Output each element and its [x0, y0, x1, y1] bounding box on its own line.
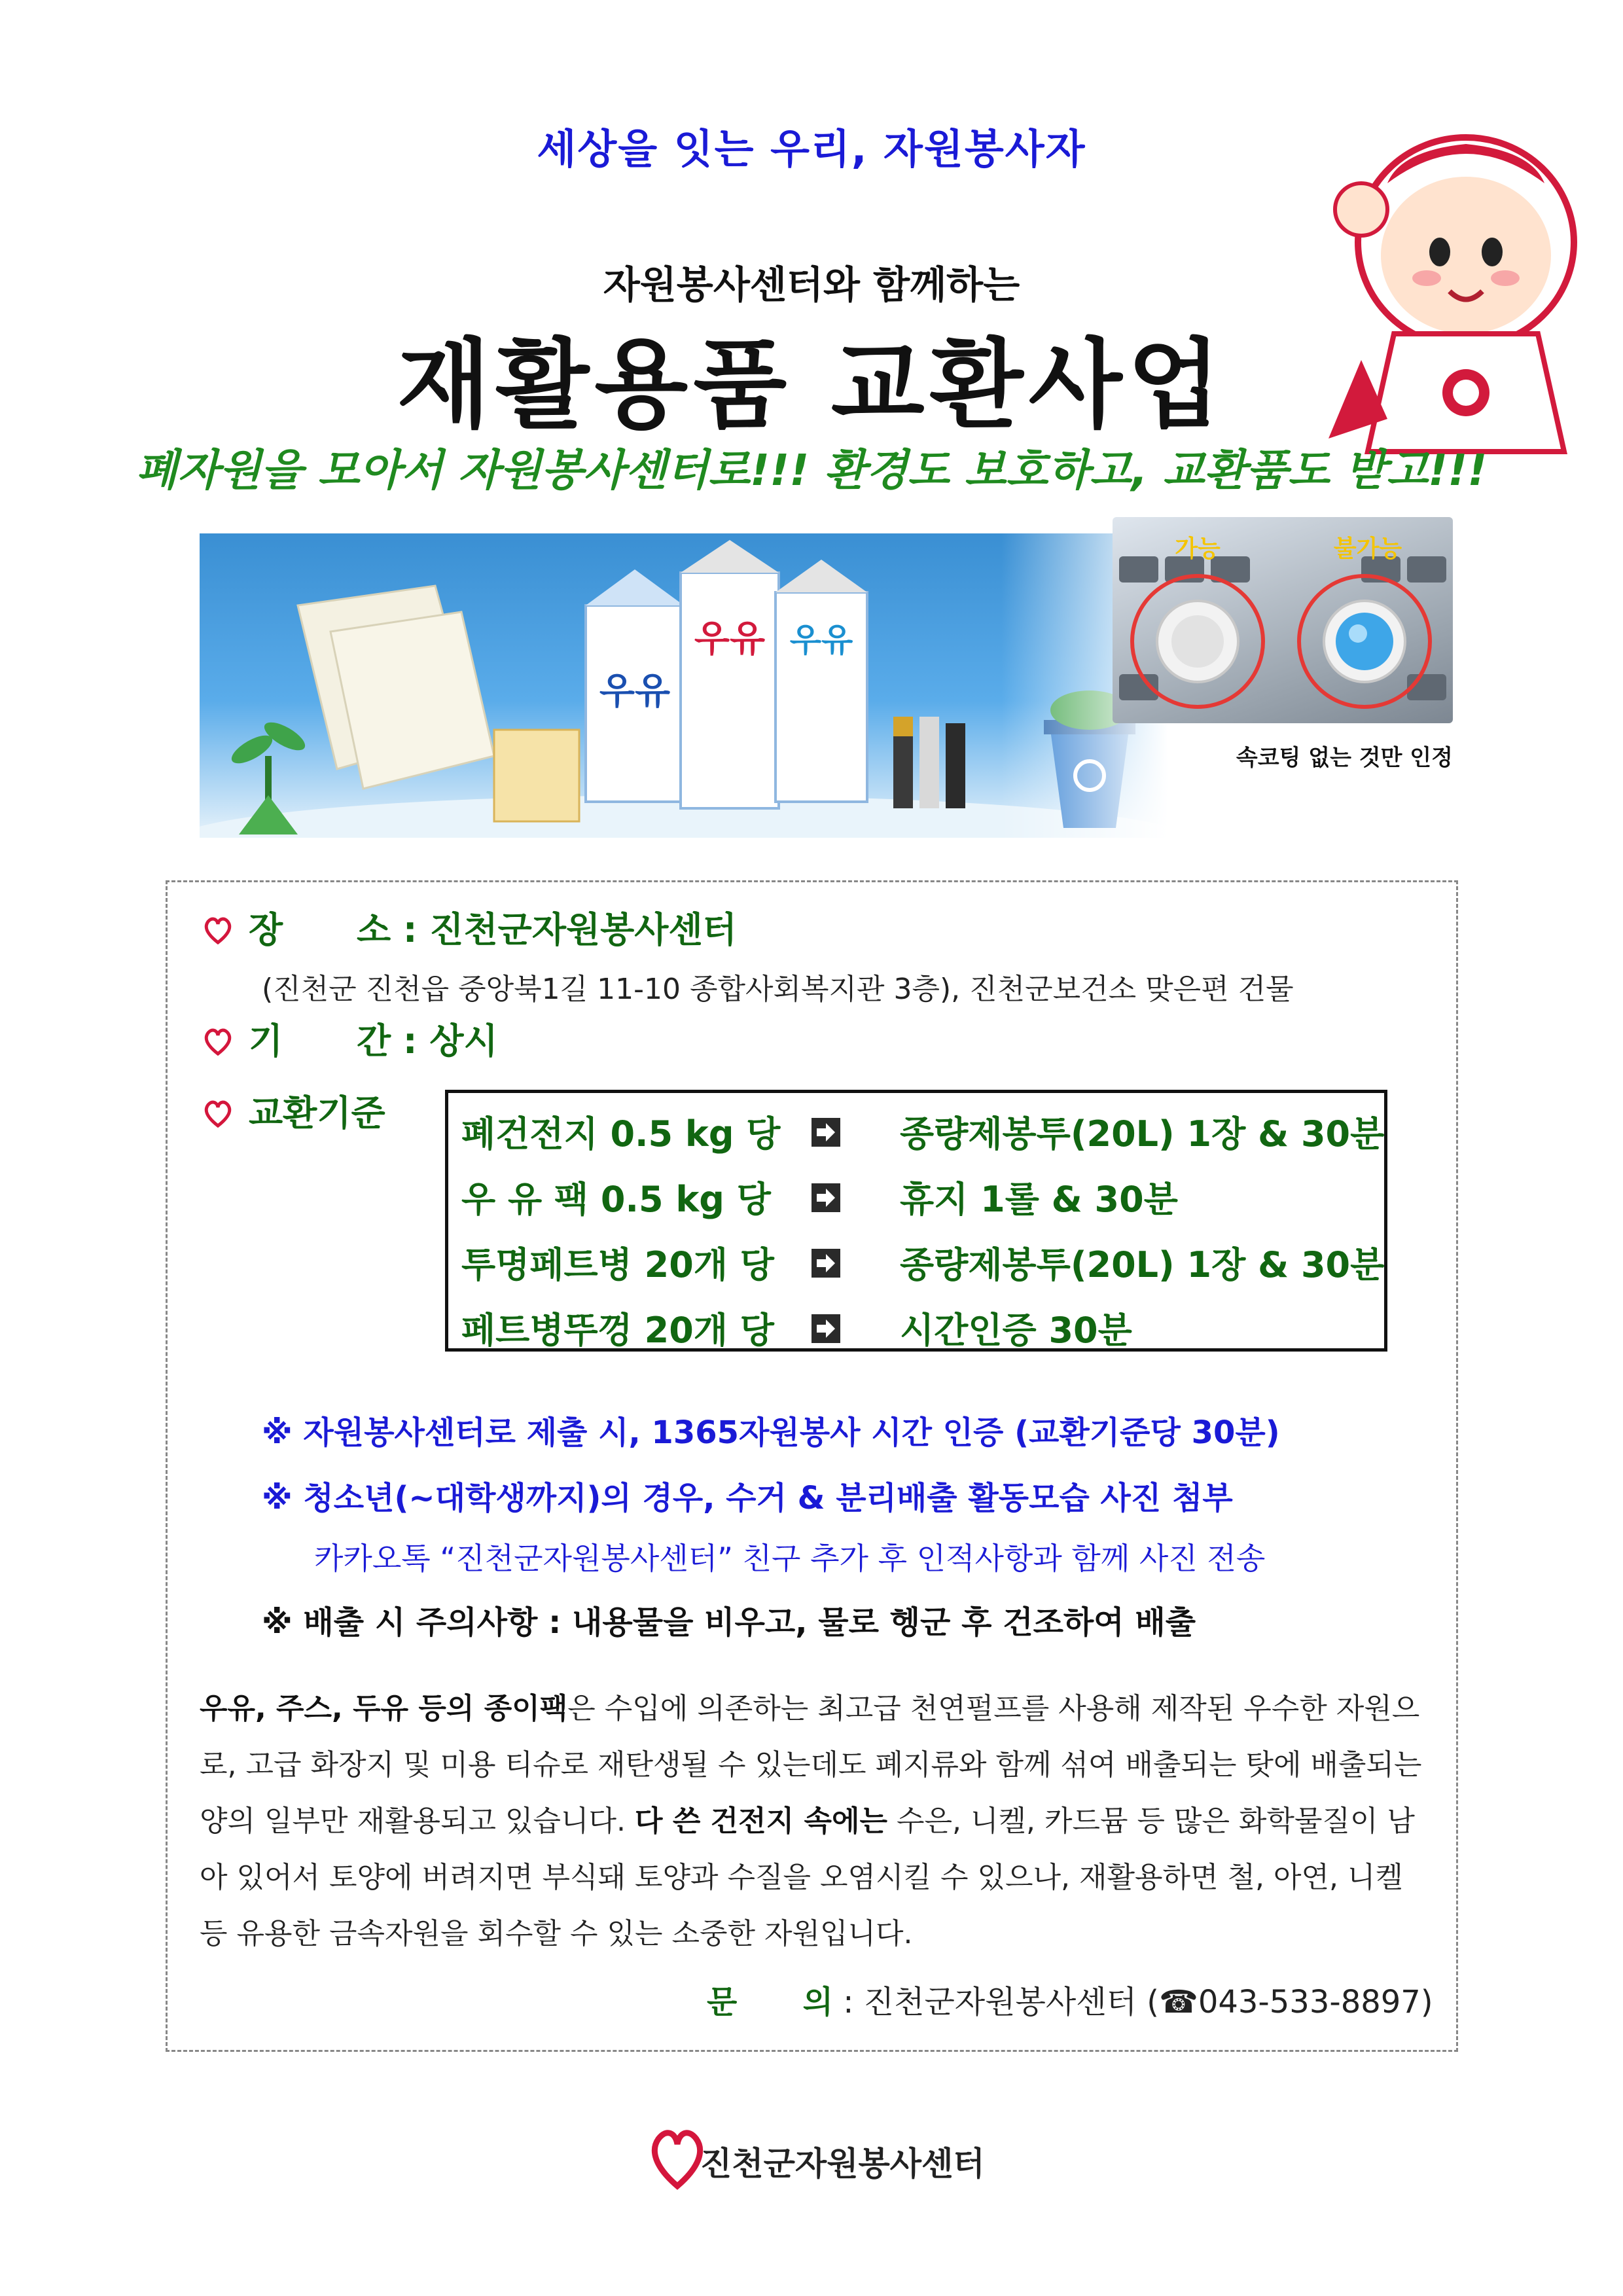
contact-org: 진천군자원봉사센터 (	[863, 1984, 1160, 2020]
page-title: 재활용품 교환사업	[397, 329, 1226, 441]
place-row	[249, 902, 737, 952]
phone-icon: ☎	[1159, 1984, 1198, 2020]
exchange-standards-table	[445, 1090, 1387, 1352]
address: (진천군 진천읍 중앙북1길 11-10 종합사회복지관 3층), 진천군보건소 맞은편 건물	[262, 973, 1294, 1006]
note-time-certification: ※ 자원봉사센터로 제출 시, 1365자원봉사 시간 인증 (교환기준당 30분)	[262, 1414, 1280, 1451]
standard-item: 폐건전지 0.5 kg 당	[461, 1113, 781, 1155]
para-bold-1: 우유, 주스, 두유 등의 종이팩	[200, 1692, 568, 1725]
contact-label: 문 의	[707, 1984, 834, 2020]
place-value: 진천군자원봉사센터	[429, 909, 737, 950]
para-bold-2: 다 쓴 건전지 속에는	[635, 1804, 887, 1838]
standard-item: 페트병뚜껑 20개 당	[461, 1310, 774, 1351]
subtitle: 자원봉사센터와 함께하는	[603, 262, 1020, 307]
period-label: 기 간 :	[249, 1020, 430, 1062]
standard-reward: 휴지 1롤 & 30분	[900, 1179, 1178, 1220]
heart-bullet-icon	[203, 1026, 233, 1056]
para-text-1: 은 수입에 의존하는 최고급 천연펄프를 사용해 제작된 우수한 자원으로, 고급 화장지 및 미용 티슈로 재탄생될 수 있는데도 폐지류와 함께 섞여 배출되는 탓에 배출되는 양의 일부만 재활용되고 있습니다.	[200, 1692, 1422, 1838]
footer-org-name: 진천군자원봉사센터	[700, 2145, 985, 2183]
standard-item: 우 유 팩 0.5 kg 당	[461, 1179, 771, 1220]
standard-item: 투명페트병 20개 당	[461, 1244, 774, 1285]
carton-label: 우유	[789, 621, 853, 659]
standard-reward: 종량제봉투(20L) 1장 & 30분	[900, 1244, 1385, 1285]
caps-label-ok: 가능	[1175, 535, 1221, 562]
standard-reward: 시간인증 30분	[900, 1310, 1132, 1351]
arrow-right-icon	[812, 1314, 840, 1343]
description-paragraph	[200, 1681, 1430, 1962]
heart-logo-icon	[648, 2121, 707, 2193]
contact-sep: :	[833, 1984, 864, 2020]
tagline: 폐자원을 모아서 자원봉사센터로!!! 환경도 보호하고, 교환품도 받고!!!	[135, 445, 1488, 495]
place-label: 장 소 :	[249, 909, 430, 950]
bottle-caps-photo	[1113, 517, 1453, 723]
standard-label: 교환기준	[249, 1092, 385, 1134]
note-kakao: 카카오톡 “진천군자원봉사센터” 친구 추가 후 인적사항과 함께 사진 전송	[314, 1541, 1266, 1576]
table-row	[448, 1302, 1391, 1368]
standard-reward: 종량제봉투(20L) 1장 & 30분	[900, 1113, 1385, 1155]
table-row	[448, 1106, 1391, 1172]
arrow-right-icon	[812, 1118, 840, 1147]
period-row	[249, 1013, 498, 1064]
table-row	[448, 1172, 1391, 1237]
bottle-caps-illustration	[1113, 517, 1453, 723]
arrow-right-icon	[812, 1249, 840, 1278]
heart-bullet-icon	[203, 1098, 233, 1128]
carton-label: 우유	[694, 618, 766, 660]
note-caution: ※ 배출 시 주의사항 : 내용물을 비우고, 물로 헹군 후 건조하여 배출	[262, 1604, 1196, 1641]
slogan: 세상을 잇는 우리, 자원봉사자	[537, 125, 1086, 173]
footer-logo	[648, 2121, 988, 2193]
contact-phone[interactable]: 043-533-8897)	[1198, 1984, 1433, 2020]
arrow-right-icon	[812, 1183, 840, 1212]
note-youth-photo: ※ 청소년(~대학생까지)의 경우, 수거 & 분리배출 활동모습 사진 첨부	[262, 1480, 1233, 1516]
caps-label-not-ok: 불가능	[1333, 535, 1402, 562]
table-row	[448, 1237, 1391, 1302]
period-value: 상시	[429, 1020, 498, 1062]
caps-caption: 속코팅 없는 것만 인정	[1236, 745, 1453, 771]
contact-line	[707, 1977, 1433, 2022]
carton-label: 우유	[599, 670, 671, 713]
heart-bullet-icon	[203, 915, 233, 945]
para-text-2: 수은, 니켈, 카드뮴 등 많은 화학물질이 남아 있어서 토양에 버려지면 부식돼 토양과 수질을 오염시킬 수 있으나, 재활용하면 철, 아연, 니켈 등 유용한 금속자원을 회수할 수 있는 소중한 자원입니다.	[200, 1804, 1415, 1950]
